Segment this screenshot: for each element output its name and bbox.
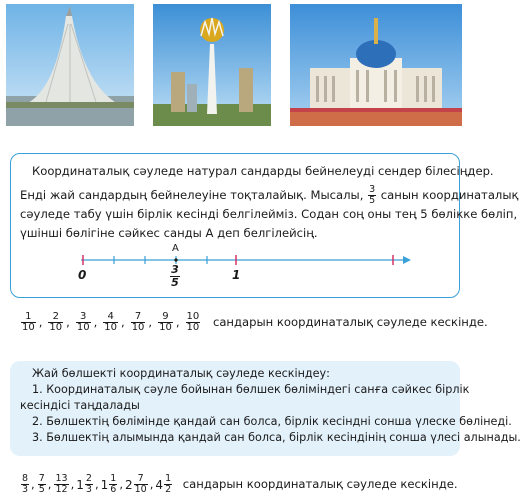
box1-line3: сәуледе табу үшін бірлік кесінді белгілейміз. Содан соң оны тең 5 бөлікке бөліп, xyxy=(20,207,518,221)
mixed-number xyxy=(155,474,173,495)
numerator: 2 xyxy=(85,473,92,484)
point-a xyxy=(174,258,177,261)
box1-line2a: Енді жай сандардың бейнелеуіне тоқталайық. Мысалы, xyxy=(20,188,364,202)
denominator: 10 xyxy=(134,484,147,495)
rule-title: Жай бөлшекті координаталық сәуледе кескіндеу: xyxy=(32,367,330,380)
whole-part: 2 xyxy=(125,477,133,492)
numerator: 1 xyxy=(110,473,117,484)
task-fraction xyxy=(103,312,118,333)
point-a-numerator: 3 xyxy=(171,263,179,276)
denominator: 2 xyxy=(165,484,172,495)
number-line xyxy=(75,242,420,294)
rule-item-3: 3. Бөлшектің алымында қандай сан болса, бірлік кесіндінің сонша үлесі алынады. xyxy=(32,431,521,444)
denominator: 3 xyxy=(85,484,92,495)
numerator: 3 xyxy=(80,311,87,322)
task-fraction xyxy=(158,312,173,333)
numerator: 7 xyxy=(38,473,45,484)
fraction-part xyxy=(164,474,172,495)
fractions-task-text: сандарын координаталық сәуледе кескінде. xyxy=(212,315,488,329)
numerator: 4 xyxy=(107,311,114,322)
task-fraction xyxy=(76,312,91,333)
rule-item-1a: 1. Координаталық сәуле бойынан бөлшек бөліміндегі санға сәйкес бірлік xyxy=(32,383,470,396)
fraction-denominator: 5 xyxy=(369,195,376,206)
task-fraction xyxy=(48,312,63,333)
point-a-value xyxy=(170,264,180,289)
numerator: 2 xyxy=(52,311,59,322)
numerator: 1 xyxy=(165,473,172,484)
whole-part: 1 xyxy=(100,477,109,492)
point-a-label: A xyxy=(172,243,179,254)
numerator: 8 xyxy=(22,473,29,484)
task-fraction xyxy=(54,474,68,495)
arrow-icon xyxy=(403,256,411,264)
denominator: 10 xyxy=(104,322,117,333)
denominator: 10 xyxy=(159,322,172,333)
denominator: 10 xyxy=(76,322,90,333)
akorda-photo xyxy=(290,4,462,126)
numerator: 9 xyxy=(162,311,169,322)
denominator: 6 xyxy=(110,484,117,495)
whole-part: 1 xyxy=(76,477,84,492)
zero-label: 0 xyxy=(78,268,87,282)
fraction-3-5 xyxy=(368,185,376,206)
whole-part: 4 xyxy=(155,477,164,492)
rule-item-2: 2. Бөлшектің бөлімінде қандай сан болса, бірлік кесіндні сонша үлеске бөлінеді. xyxy=(32,415,512,428)
denominator: 10 xyxy=(131,322,145,333)
box1-line4: үшінші бөлігіне сәйкес санды А деп белгілейсің. xyxy=(20,226,318,240)
mixed-numbers-task: $\frac{8}{3}$ , $\frac{7}{5}$ , $\frac{13}{12}$ , 1 $\frac{2}{3}$ , 1 $\frac{1}{6}$ , 2 $\frac{7}{10}$ , 4 $\frac{1}{2}$ сандарын координаталық сәуледе кескінде. xyxy=(22,473,458,495)
numerator: 7 xyxy=(137,473,144,484)
task-fraction xyxy=(186,312,201,333)
box1-line2 xyxy=(20,185,518,206)
denominator: 10 xyxy=(186,322,200,333)
task-fraction xyxy=(38,474,46,495)
fraction-part xyxy=(134,474,148,495)
numerator: 10 xyxy=(186,311,200,322)
fractions-task: $\frac{1}{10}$ , $\frac{2}{10}$ , $\frac{3}{10}$ , $\frac{4}{10}$ , $\frac{7}{10}$ , $\frac{9}{10}$ , $\frac{10}{10}$ сандарын координаталық сәуледе кескінде. xyxy=(22,311,488,333)
box1-line2b: санын координаталық xyxy=(380,188,519,202)
fraction-part xyxy=(85,474,93,495)
one-label: 1 xyxy=(232,268,241,282)
denominator: 3 xyxy=(22,484,29,495)
mixed-number xyxy=(101,474,119,495)
rule-item-1b: кесіндісі таңдалады xyxy=(20,399,140,412)
fraction-numerator: 3 xyxy=(369,184,376,195)
baiterek-photo xyxy=(153,4,271,126)
numerator: 7 xyxy=(134,311,142,322)
box1-line1: Координаталық сәуледе натурал сандарды бейнелеуді сендер білесіңдер. xyxy=(32,164,494,178)
task-fraction xyxy=(21,312,36,333)
mixed-number xyxy=(76,474,94,495)
task-fraction xyxy=(21,474,29,495)
khan-shatyr-photo xyxy=(6,4,134,126)
numerator: 1 xyxy=(25,311,32,322)
fraction-part xyxy=(109,474,117,495)
mixed-task-text: сандарын координаталық сәуледе кескінде. xyxy=(182,477,458,491)
mixed-number xyxy=(125,474,149,495)
denominator: 12 xyxy=(55,484,68,495)
point-a-denominator: 5 xyxy=(171,276,179,289)
denominator: 10 xyxy=(22,322,35,333)
denominator: 5 xyxy=(38,484,45,495)
task-fraction xyxy=(131,312,146,333)
denominator: 10 xyxy=(49,322,63,333)
numerator: 13 xyxy=(55,473,68,484)
